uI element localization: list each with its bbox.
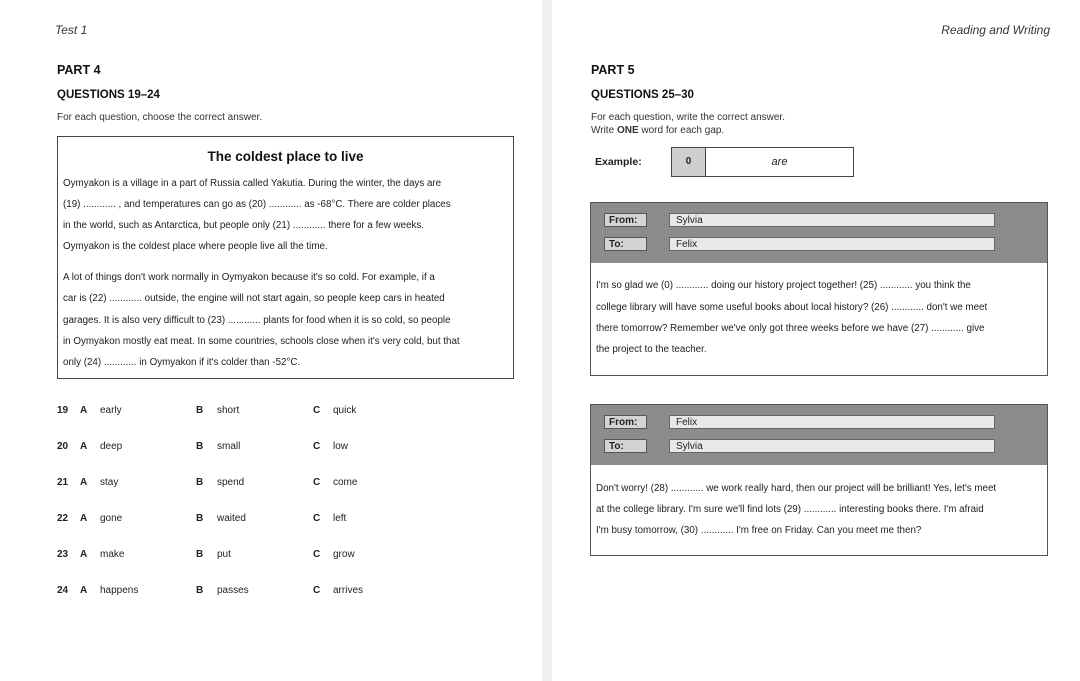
page-header-left: Test 1: [55, 23, 88, 37]
instruction: For each question, choose the correct answer.: [57, 112, 263, 123]
from-field: Felix: [669, 415, 995, 429]
questions-title: QUESTIONS 25–30: [591, 89, 694, 101]
letter-c: C: [313, 549, 321, 560]
option-c[interactable]: grow: [333, 549, 355, 560]
to-label: To:: [604, 439, 647, 453]
question-number: 21: [57, 477, 69, 488]
option-b[interactable]: small: [217, 441, 241, 452]
letter-c: C: [313, 405, 321, 416]
option-a[interactable]: early: [100, 405, 122, 416]
example-label: Example:: [595, 156, 642, 168]
letter-c: C: [313, 441, 321, 452]
part-title: PART 5: [591, 63, 635, 77]
letter-c: C: [313, 477, 321, 488]
option-c[interactable]: left: [333, 513, 347, 524]
instruction-line-2: Write ONE word for each gap.: [591, 125, 725, 136]
letter-a: A: [80, 441, 88, 452]
to-field: Sylvia: [669, 439, 995, 453]
from-label: From:: [604, 213, 647, 227]
letter-c: C: [313, 585, 321, 596]
to-label: To:: [604, 237, 647, 251]
reading-text-box: [57, 136, 514, 379]
email-text-line: at the college library. I'm sure we'll find lots (29) ............ interesting books there. I'm afraid: [596, 504, 984, 515]
page-header-right: Reading and Writing: [941, 23, 1050, 37]
example-answer: are: [771, 156, 788, 168]
email-text-line: there tomorrow? Remember we've only got three weeks before we have (27) ............ give: [596, 323, 985, 334]
option-c[interactable]: arrives: [333, 585, 364, 596]
letter-b: B: [196, 405, 204, 416]
letter-b: B: [196, 441, 204, 452]
question-number: 23: [57, 549, 69, 560]
question-number: 22: [57, 513, 69, 524]
email-header: [591, 405, 1047, 465]
option-c[interactable]: quick: [333, 405, 357, 416]
text-line: (19) ............ , and temperatures can go as (20) ............ as -68°C. There are colder places: [63, 199, 451, 210]
option-b[interactable]: put: [217, 549, 231, 560]
option-a[interactable]: gone: [100, 513, 123, 524]
text-line: in the world, such as Antarctica, but people only (21) ............ there for a few weeks.: [63, 220, 425, 231]
letter-a: A: [80, 585, 88, 596]
option-b[interactable]: short: [217, 405, 240, 416]
email-header: [591, 203, 1047, 263]
question-number: 20: [57, 441, 69, 452]
text-line: garages. It is also very difficult to (23) ............ plants for food when it is so cold, so people: [63, 315, 451, 326]
text-line: Oymyakon is the coldest place where people live all the time.: [63, 241, 328, 252]
letter-b: B: [196, 585, 204, 596]
option-b[interactable]: passes: [217, 585, 249, 596]
option-c[interactable]: come: [333, 477, 358, 488]
example-box: [671, 147, 854, 177]
option-c[interactable]: low: [333, 441, 349, 452]
email-1: [590, 202, 1048, 376]
question-number: 19: [57, 405, 69, 416]
text-line: in Oymyakon mostly eat meat. In some countries, schools close when it's very cold, but that: [63, 336, 460, 347]
option-b[interactable]: spend: [217, 477, 245, 488]
text-title: The coldest place to live: [207, 149, 364, 164]
letter-a: A: [80, 549, 88, 560]
email-text-line: the project to the teacher.: [596, 344, 707, 355]
instruction-line-1: For each question, write the correct answer.: [591, 112, 785, 123]
example-number: 0: [672, 148, 706, 176]
email-text-line: I'm busy tomorrow, (30) ............ I'm free on Friday. Can you meet me then?: [596, 525, 922, 536]
letter-b: B: [196, 477, 204, 488]
option-a[interactable]: happens: [100, 585, 139, 596]
letter-b: B: [196, 513, 204, 524]
email-text-line: I'm so glad we (0) ............ doing our history project together! (25) ............ you think the: [596, 280, 971, 291]
option-a[interactable]: make: [100, 549, 125, 560]
letter-a: A: [80, 513, 88, 524]
instruction: [591, 111, 785, 137]
right-page: [552, 0, 1080, 681]
part-title: PART 4: [57, 63, 101, 77]
to-field: Felix: [669, 237, 995, 251]
text-line: Oymyakon is a village in a part of Russia called Yakutia. During the winter, the days are: [63, 178, 442, 189]
option-a[interactable]: deep: [100, 441, 123, 452]
questions-title: QUESTIONS 19–24: [57, 89, 160, 101]
text-line: car is (22) ............ outside, the engine will not start again, so people keep cars in heated: [63, 293, 445, 304]
email-2: [590, 404, 1048, 556]
question-number: 24: [57, 585, 69, 596]
email-text-line: college library will have some useful books about local history? (26) ............ don't we meet: [596, 302, 988, 313]
letter-a: A: [80, 405, 88, 416]
letter-a: A: [80, 477, 88, 488]
letter-b: B: [196, 549, 204, 560]
option-b[interactable]: waited: [217, 513, 246, 524]
option-a[interactable]: stay: [100, 477, 119, 488]
from-label: From:: [604, 415, 647, 429]
text-line: A lot of things don't work normally in Oymyakon because it's so cold. For example, if a: [63, 272, 435, 283]
letter-c: C: [313, 513, 321, 524]
text-line: only (24) ............ in Oymyakon if it's colder than -52°C.: [63, 357, 301, 368]
from-field: Sylvia: [669, 213, 995, 227]
email-text-line: Don't worry! (28) ............ we work really hard, then our project will be brilliant! Yes, let's meet: [596, 483, 997, 494]
